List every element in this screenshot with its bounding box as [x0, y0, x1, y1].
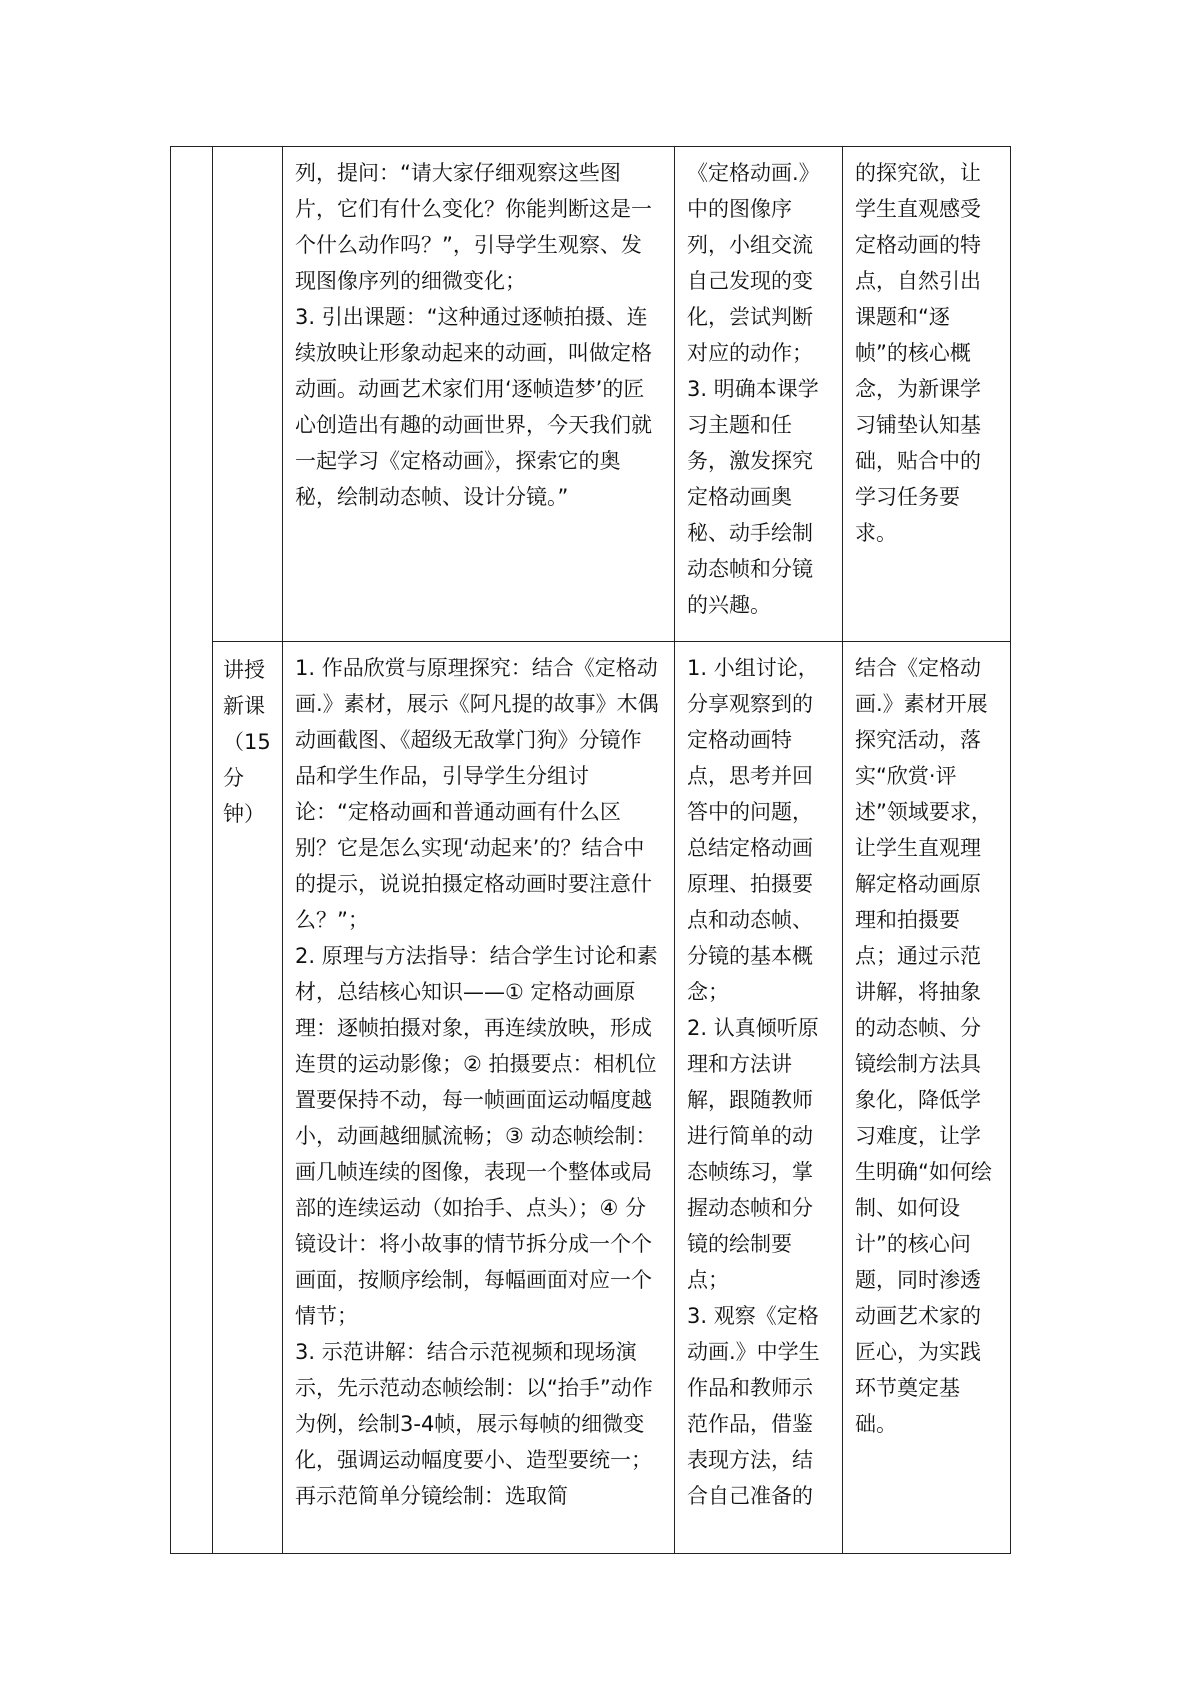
table-row-new-lesson: [171, 642, 1011, 1554]
design-intent-text: 结合《定格动画.》素材开展探究活动，落实“欣赏·评述”领域要求，让学生直观理解定格动画原理和拍摄要点；通过示范讲解，将抽象的动态帧、分镜绘制方法具象化，降低学习难度，让学生明确“如何绘制、如何设计”的核心问题，同时渗透动画艺术家的匠心，为实践环节奠定基础。: [855, 656, 992, 1436]
design-intent-text: 的探究欲，让学生直观感受定格动画的特点，自然引出课题和“逐帧”的核心概念，为新课学习铺垫认知基础，贴合中的学习任务要求。: [855, 161, 981, 545]
student-activity-text: 2. 认真倾听原理和方法讲解，跟随教师进行简单的动态帧练习，掌握动态帧和分镜的绘制要点；: [687, 1016, 819, 1292]
student-activity-text: 3. 明确本课学习主题和任务，激发探究定格动画奥秘、动手绘制动态帧和分镜的兴趣。: [687, 377, 819, 617]
section-cell: [171, 147, 213, 1554]
teacher-activity-text: 2. 原理与方法指导：结合学生讨论和素材，总结核心知识——① 定格动画原理：逐帧拍摄对象，再连续放映，形成连贯的运动影像；② 拍摄要点：相机位置要保持不动，每一帧画面运动幅度越小，动画越细腻流畅；③ 动态帧绘制：画几帧连续的图像，表现一个整体或局部的连续运动（如抬手、点头）；④ 分镜设计：将小故事的情节拆分成一个个画面，按顺序绘制，每幅画面对应一个情节；: [295, 944, 658, 1328]
teacher-activity-text: 1. 作品欣赏与原理探究：结合《定格动画.》素材，展示《阿凡提的故事》木偶动画截图、《超级无敌掌门狗》分镜作品和学生作品，引导学生分组讨论：“定格动画和普通动画有什么区别？它是怎么实现‘动起来’的？结合中的提示，说说拍摄定格动画时要注意什么？”；: [295, 656, 659, 932]
design-intent-cell: [843, 147, 1011, 642]
teacher-activity-text: 3. 引出课题：“这种通过逐帧拍摄、连续放映让形象动起来的动画，叫做定格动画。动画艺术家们用‘逐帧造梦’的匠心创造出有趣的动画世界，今天我们就一起学习《定格动画》，探索它的奥秘，绘制动态帧、设计分镜。”: [295, 305, 652, 509]
stage-cell: [213, 642, 283, 1554]
student-activity-text: 《定格动画.》中的图像序列，小组交流自己发现的变化，尝试判断对应的动作；: [687, 161, 820, 365]
student-activity-text: 1. 小组讨论，分享观察到的定格动画特点，思考并回答中的问题，总结定格动画原理、拍摄要点和动态帧、分镜的基本概念；: [687, 656, 819, 1004]
student-activity-cell: [675, 642, 843, 1554]
teacher-activity-text: 列，提问：“请大家仔细观察这些图片，它们有什么变化？你能判断这是一个什么动作吗？”，引导学生观察、发现图像序列的细微变化；: [295, 161, 652, 293]
stage-cell: [213, 147, 283, 642]
teacher-activity-cell: [283, 147, 675, 642]
design-intent-cell: [843, 642, 1011, 1554]
teacher-activity-cell: [283, 642, 675, 1554]
table-row-intro: [171, 147, 1011, 642]
lesson-plan-table: [170, 146, 1011, 1554]
stage-label: 讲授新课（15分钟）: [223, 658, 271, 826]
student-activity-cell: [675, 147, 843, 642]
student-activity-text: 3. 观察《定格动画.》中学生作品和教师示范作品，借鉴表现方法，结合自己准备的: [687, 1304, 820, 1508]
teacher-activity-text: 3. 示范讲解：结合示范视频和现场演示，先示范动态帧绘制：以“抬手”动作为例，绘制3-4帧，展示每帧的细微变化，强调运动幅度要小、造型要统一；再示范简单分镜绘制：选取简: [295, 1340, 653, 1508]
